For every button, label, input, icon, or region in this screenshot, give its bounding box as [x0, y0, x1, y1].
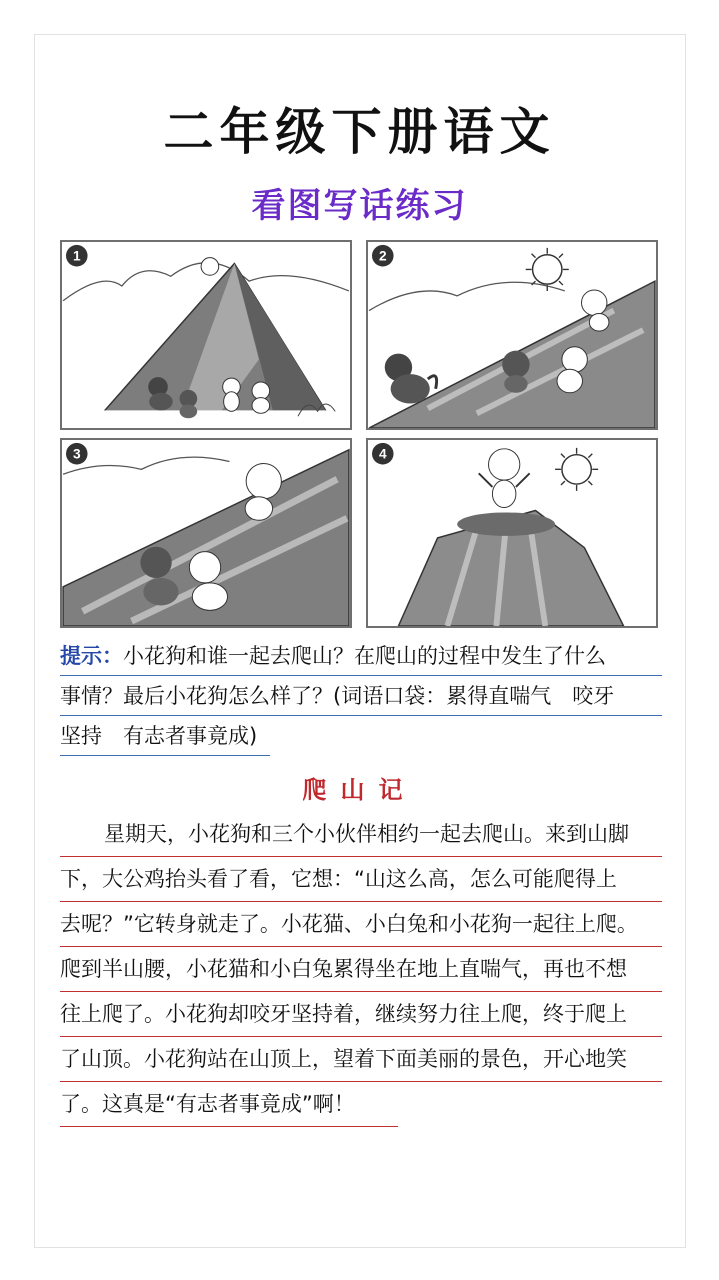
essay-line	[60, 812, 662, 857]
hint-text: 坚持 有志者事竟成)	[60, 724, 258, 748]
hint-section	[60, 636, 662, 756]
summit-illustration	[368, 440, 656, 626]
rooster	[385, 354, 437, 404]
essay-text: 爬到半山腰，小花猫和小白兔累得坐在地上直喘气，再也不想	[60, 957, 627, 981]
essay-line	[60, 947, 662, 992]
essay-line	[60, 857, 662, 902]
panel-number: 2	[378, 248, 387, 264]
sun-icon	[526, 248, 569, 291]
resting-halfway-illustration	[62, 440, 350, 626]
essay-line	[60, 992, 662, 1037]
hint-label: 提示：	[60, 644, 123, 668]
mountain-base-illustration	[62, 242, 350, 428]
sun-icon	[555, 448, 598, 491]
rooster-leaving-illustration	[368, 242, 656, 428]
page-title: 二年级下册语文	[163, 103, 556, 161]
essay-line	[60, 902, 662, 947]
essay-text: 下，大公鸡抬头看了看，它想：“山这么高，怎么可能爬得上	[60, 867, 617, 891]
hint-text: 小花狗和谁一起去爬山？在爬山的过程中发生了什么	[123, 644, 606, 668]
picture-panel-3	[60, 438, 352, 628]
essay-text: 了。这真是“有志者事竟成”啊！	[60, 1092, 355, 1116]
essay-line	[60, 1037, 662, 1082]
panel-number: 3	[72, 446, 81, 462]
hint-line	[60, 636, 662, 676]
essay-line	[60, 1082, 398, 1127]
hint-text: 事情？最后小花狗怎么样了？(词语口袋：累得直喘气 咬牙	[60, 684, 615, 708]
essay-text: 了山顶。小花狗站在山顶上，望着下面美丽的景色，开心地笑	[60, 1047, 627, 1071]
panel-number: 1	[72, 248, 81, 264]
essay-text: 往上爬了。小花狗却咬牙坚持着，继续努力往上爬，终于爬上	[60, 1002, 627, 1026]
panel-number: 4	[378, 446, 387, 462]
essay-title: 爬山记	[302, 776, 417, 804]
picture-panel-1	[60, 240, 352, 430]
essay-text: 去呢？”它转身就走了。小花猫、小白兔和小花狗一起往上爬。	[60, 912, 638, 936]
page-subtitle: 看图写话练习	[251, 186, 468, 226]
hint-line	[60, 676, 662, 716]
essay-body	[60, 812, 662, 1127]
hint-line	[60, 716, 270, 756]
picture-panel-2	[366, 240, 658, 430]
essay-text: 星期天，小花狗和三个小伙伴相约一起去爬山。来到山脚	[104, 822, 629, 846]
picture-panel-4	[366, 438, 658, 628]
